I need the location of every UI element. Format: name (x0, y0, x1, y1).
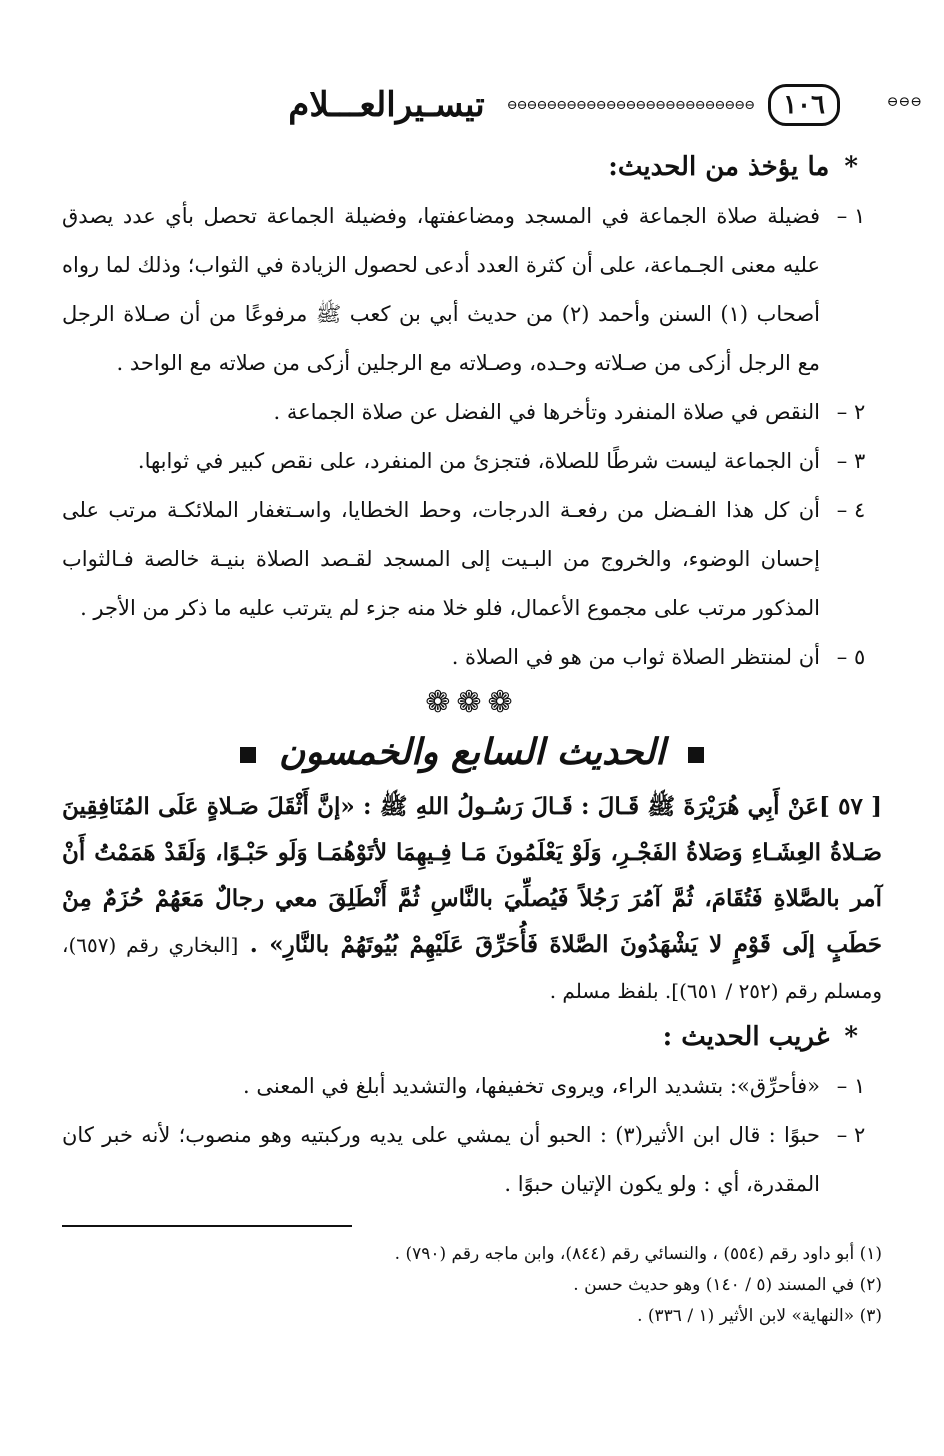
hadith-body (62, 784, 882, 1014)
square-icon (688, 747, 704, 763)
hadith-title (62, 728, 882, 776)
item-text: أن الجماعة ليست شرطًا للصلاة، فتجزئ من المنفرد، على نقص كبير في ثوابها. (137, 449, 820, 473)
item-number: ١ – (836, 1074, 866, 1098)
footnote-separator (62, 1225, 352, 1227)
square-icon (240, 747, 256, 763)
list-item (62, 437, 882, 486)
footnotes (62, 1239, 882, 1332)
item-text: أن لمنتظر الصلاة ثواب من هو في الصلاة . (451, 645, 820, 669)
book-page (62, 70, 922, 1416)
list-item (62, 192, 882, 388)
footnote: (٢) في المسند (٥ / ١٤٠) وهو حديث حسن . (573, 1275, 882, 1295)
item-number: ١ – (836, 204, 866, 228)
section-heading-text: ما يؤخذ من الحديث: (608, 152, 830, 182)
page-number: ١٠٦ (768, 84, 840, 127)
star-icon: * (844, 1022, 858, 1052)
page-header (62, 70, 922, 140)
item-number: ٥ – (836, 645, 866, 669)
item-text: «فأحرِّق»: بتشديد الراء، ويروى تخفيفها، والتشديد أبلغ في المعنى . (243, 1074, 820, 1098)
lessons-list (62, 192, 882, 682)
header-ornament: ⊖⊖⊖⊖⊖⊖⊖⊖⊖⊖⊖⊖⊖⊖⊖⊖⊖⊖⊖⊖⊖⊖⊖⊖⊖ (506, 97, 755, 113)
item-text: حبوًا : قال ابن الأثير(٣) : الحبو أن يمشي على يديه وركبتيه وهو منصوب؛ لأنه خبر كان المقدرة، أي : ولو يكون الإتيان حبوًا . (62, 1123, 820, 1196)
footnote: (١) أبو داود رقم (٥٥٤) ، والنسائي رقم (٨٤٤)، وابن ماجه رقم (٧٩٠) . (394, 1244, 882, 1264)
header-ornament-small: ⊖⊖⊖ (886, 94, 922, 110)
flower-divider-icon: ❁❁❁ (425, 685, 519, 720)
list-item (62, 1111, 882, 1209)
item-number: ٢ – (836, 1123, 866, 1147)
section-heading-text: غريب الحديث : (662, 1022, 830, 1052)
star-icon: * (844, 152, 858, 182)
hadith-reference: [البخاري رقم (٦٥٧)، ومسلم رقم (٢٥٢ / ٦٥١)]. بلفظ مسلم . (62, 933, 882, 1003)
item-number: ٣ – (836, 449, 866, 473)
item-text: فضيلة صلاة الجماعة في المسجد ومضاعفتها، وفضيلة الجماعة تحصل بأي عدد يصدق عليه معنى الجـماعة، على أن كثرة العدد أدعى لحصول الزيادة في الثواب؛ وذلك لما رواه أصحاب (١) السنن وأحمد (٢) من حديث أبي بن كعب ﷺ مرفوعًا من أن صـلاة الرجل مع الرجل أزكى من صـلاته وحـده، وصـلاته مع الرجلين أزكى من صلاته مع الواحد . (62, 204, 820, 375)
item-number: ٢ – (836, 400, 866, 424)
hadith-title-text: الحديث السابع والخمسون (278, 731, 666, 773)
section-heading-vocabulary (62, 1022, 882, 1052)
item-text: أن كل هذا الفـضل من رفعـة الدرجات، وحط الخطايا، واسـتغفار الملائكـة مرتب على إحسان الوضوء، والخروج من البـيت إلى المسجد لقـصد الصلاة بنيـة خالصة فـالثواب المذكور مرتب على مجموع الأعمال، فلو خلا منه جزء لم يترتب عليه ما ذكر من الأجر . (62, 498, 820, 620)
list-item (62, 1062, 882, 1111)
list-item (62, 486, 882, 633)
hadith-text: [ ٥٧ ]عَنْ أَبِي هُرَيْرَةَ ﷺ قَـالَ : قَـالَ رَسُـولُ اللهِ ﷺ : «إنَّ أَثْقَلَ صَـلاةٍ عَلَى المُنَافِقِينَ صَـلاةُ العِشَـاءِ وَصَلاةُ الفَجْـرِ، وَلَوْ يَعْلَمُونَ مَـا فِـيهِمَا لأتَوْهُمَـا وَلَو حَبْـوًا، وَلَقَدْ هَمَمْتُ أَنْ آمر بالصَّلاةِ فَتُقَامَ، ثُمَّ آمُرَ رَجُلاً فَيُصلِّيَ بالنَّاسِ ثُمَّ أَنْطَلِقَ معي رجالٌ مَعَهُمْ حُزَمٌ مِنْ حَطَبٍ إلَى قَوْمٍ لا يَشْهَدُونَ الصَّلاةَ فَأُحَرِّقَ عَلَيْهِمْ بُيُوتَهُمْ بالنَّارِ» . (62, 793, 882, 958)
list-item (62, 388, 882, 437)
book-title: تيسـيرالعـــلام (288, 85, 485, 125)
item-text: النقص في صلاة المنفرد وتأخرها في الفضل عن صلاة الجماعة . (273, 400, 820, 424)
footnote: (٣) «النهاية» لابن الأثير (١ / ٣٣٦) . (637, 1306, 882, 1326)
list-item (62, 633, 882, 682)
item-number: ٤ – (836, 498, 866, 522)
section-heading-lessons (62, 152, 882, 182)
vocabulary-list (62, 1062, 882, 1209)
